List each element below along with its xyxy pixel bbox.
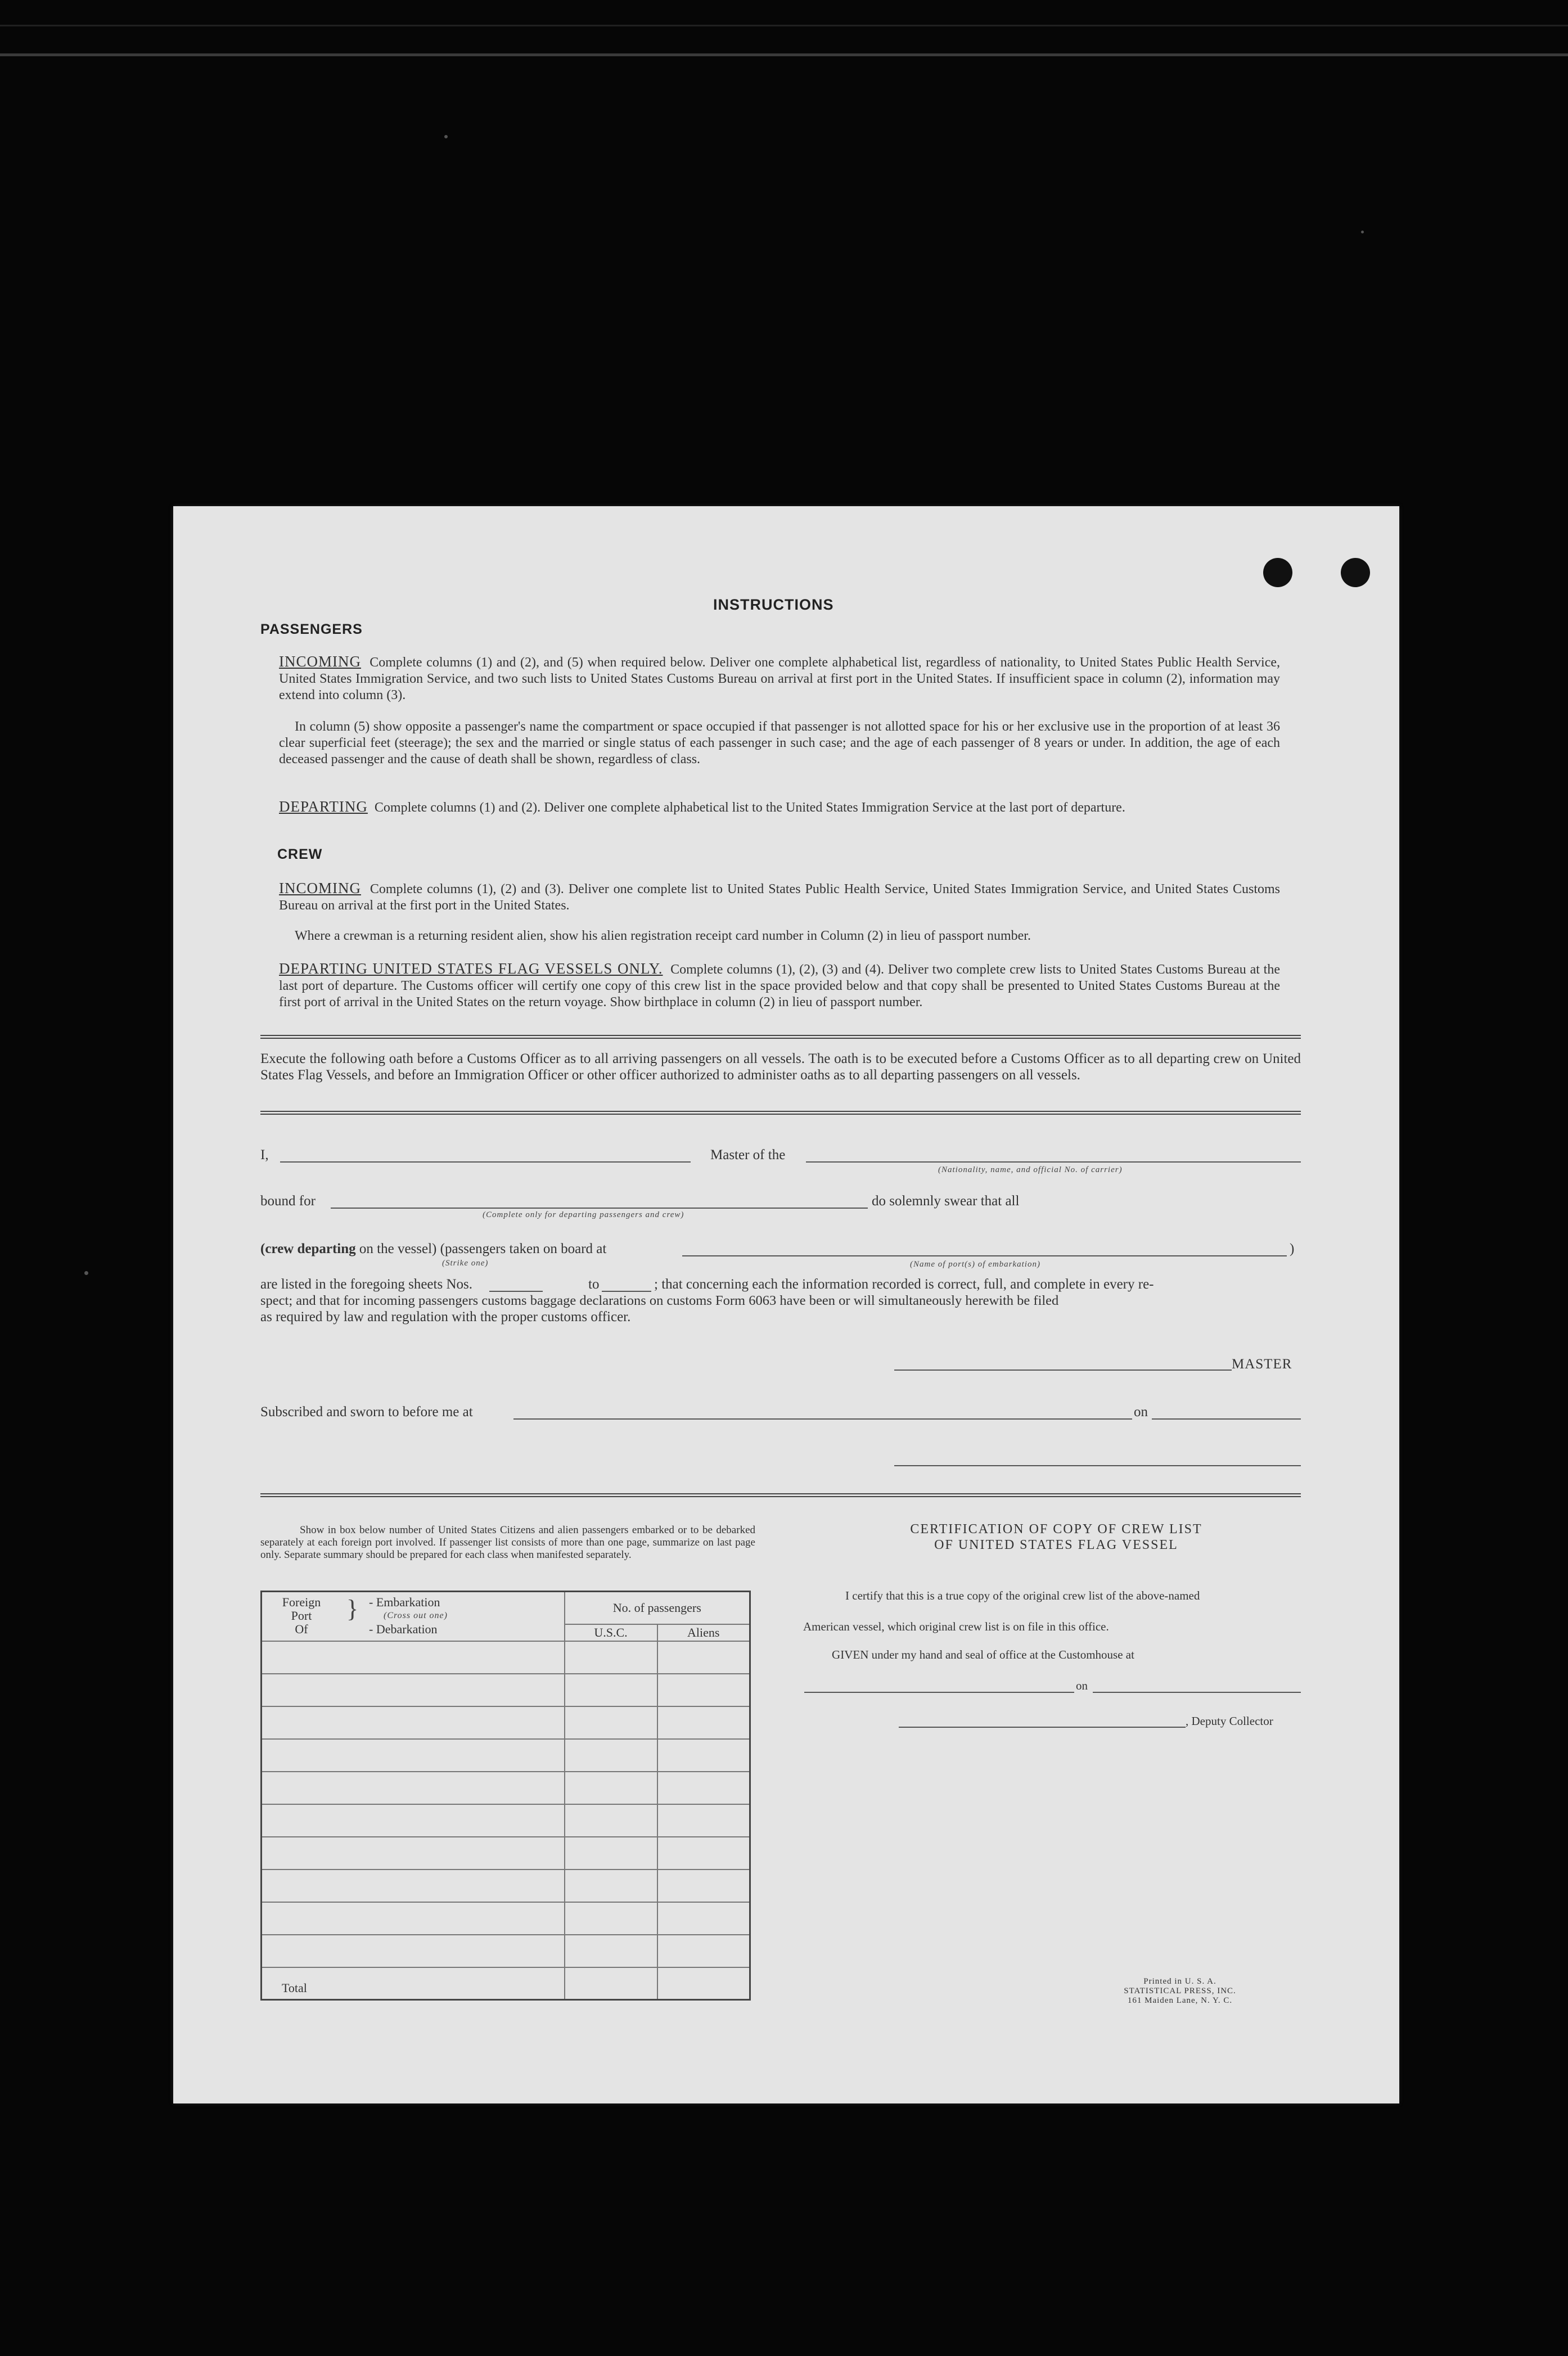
usc-cell[interactable]	[565, 1706, 657, 1739]
crew-departing-text: Complete columns (1), (2), (3) and (4). Deliver two complete crew lists to United States Customs Bureau at the last port of departure. The Customs officer will certify one copy of this crew list in the space provided below and that copy shall be presented to United States Customs Bureau at the first port of arrival in the United States on the return voyage. Show birthplace in column (2) in lieu of passport number.	[279, 962, 1281, 1010]
crew-passengers-choice	[260, 1241, 606, 1257]
carrier-caption: (Nationality, name, and official No. of carrier)	[938, 1165, 1123, 1174]
on-the-vessel-label: on the vessel)	[359, 1241, 437, 1256]
printer-line-3: 161 Maiden Lane, N. Y. C.	[1127, 1996, 1233, 2005]
summary-instructions: Show in box below number of United States Citizens and alien passengers embarked or to be debarked separately at each foreign port involved. If passenger list consists of more than one page, summarize on last page only. Separate summary should be prepared for each class when manifested separately.	[260, 1524, 755, 1561]
table-row	[262, 1772, 750, 1804]
aliens-cell[interactable]	[657, 1706, 750, 1739]
given-text: GIVEN under my hand and seal of office at the Customhouse at	[832, 1648, 1134, 1661]
subscribed-date-line[interactable]	[1152, 1418, 1301, 1420]
table-row	[262, 1739, 750, 1772]
passengers-departing-paragraph	[279, 799, 1280, 816]
aliens-cell[interactable]	[657, 1837, 750, 1870]
close-paren: )	[1290, 1241, 1295, 1256]
document-page	[173, 506, 1399, 2103]
aliens-header: Aliens	[657, 1624, 750, 1641]
usc-cell[interactable]	[565, 1870, 657, 1902]
sheet-from-line[interactable]	[489, 1291, 543, 1292]
passengers-incoming-paragraph	[279, 654, 1280, 704]
passengers-incoming-text: Complete columns (1) and (2), and (5) when required below. Deliver one complete alphabetical list, regardless of nationality, to United States Public Health Service, United States Immigration Service, and two such lists to United States Customs Bureau on arrival at first port in the United States. If insufficient space in column (2), information may extend into column (3).	[279, 655, 1281, 702]
officer-signature-line[interactable]	[894, 1465, 1301, 1466]
crew-incoming-text: Complete columns (1), (2) and (3). Deliver one complete list to United States Public Health Service, United States Immigration Service, and United States Customs Bureau on arrival at the first port in the United States.	[279, 882, 1280, 913]
strike-one-caption: (Strike one)	[442, 1259, 489, 1268]
crew-departing-paragraph	[279, 961, 1280, 1011]
crew-incoming-paragraph	[279, 880, 1280, 914]
aliens-cell[interactable]	[657, 1902, 750, 1935]
crewman-paragraph: Where a crewman is a returning resident alien, show his alien registration receipt card number in Column (2) in lieu of passport number.	[295, 929, 1031, 943]
crew-heading: CREW	[277, 846, 323, 862]
embarkation-label: - Embarkation	[369, 1595, 440, 1609]
aliens-cell[interactable]	[657, 1772, 750, 1804]
carrier-line[interactable]	[806, 1161, 1301, 1163]
table-row	[262, 1870, 750, 1902]
aliens-cell[interactable]	[657, 1804, 750, 1837]
table-row	[262, 1706, 750, 1739]
crew-departing-label: (crew departing	[260, 1241, 356, 1256]
usc-cell[interactable]	[565, 1641, 657, 1674]
printer-imprint	[1096, 1977, 1264, 2006]
deputy-collector-line[interactable]	[899, 1727, 1186, 1728]
debarkation-label: - Debarkation	[369, 1622, 438, 1636]
subscribed-place-line[interactable]	[513, 1418, 1132, 1420]
departing-lead: DEPARTING	[279, 798, 368, 815]
port-cell[interactable]	[262, 1935, 565, 1967]
column5-paragraph: In column (5) show opposite a passenger's name the compartment or space occupied if that passenger is not allotted space for his or her exclusive use in the proportion of at least 36 clear superficial feet (steerage); the sex and the married or single status of each passenger in such case; and the age of each passenger of 8 years or under. In addition, the age of each deceased passenger and the cause of death shall be shown, regardless of class.	[279, 719, 1280, 767]
certification-title-line-1: CERTIFICATION OF COPY OF CREW LIST	[910, 1522, 1202, 1537]
on-label: on	[1134, 1404, 1148, 1420]
printer-line-1: Printed in U. S. A.	[1143, 1977, 1216, 1986]
double-rule	[260, 1035, 1301, 1039]
table-row	[262, 1837, 750, 1870]
table-row	[262, 1902, 750, 1935]
port-cell[interactable]	[262, 1641, 565, 1674]
ports-caption: (Name of port(s) of embarkation)	[910, 1260, 1040, 1269]
port-cell[interactable]	[262, 1739, 565, 1772]
double-rule	[260, 1493, 1301, 1497]
passengers-departing-text: Complete columns (1) and (2). Deliver one complete alphabetical list to the United States Immigration Service at the last port of departure.	[374, 800, 1125, 815]
execute-oath-paragraph: Execute the following oath before a Customs Officer as to all arriving passengers on all vessels. The oath is to be executed before a Customs Officer as to all departing crew on United States Flag Vessels, and before an Immigration Officer or other officer authorized to administer oaths as to all departing passengers on all vessels.	[260, 1051, 1301, 1083]
table-row	[262, 1935, 750, 1967]
foreign-label: Foreign	[282, 1595, 321, 1609]
port-cell[interactable]	[262, 1837, 565, 1870]
port-cell[interactable]	[262, 1706, 565, 1739]
ports-of-embarkation-line[interactable]	[682, 1255, 1287, 1256]
aliens-cell[interactable]	[657, 1870, 750, 1902]
usc-cell[interactable]	[565, 1935, 657, 1967]
passengers-taken-label: (passengers taken on board at	[440, 1241, 607, 1256]
punch-hole	[1263, 558, 1292, 587]
passenger-summary-table	[260, 1591, 751, 2001]
certification-title-line-2: OF UNITED STATES FLAG VESSEL	[934, 1538, 1178, 1552]
master-of-the-label: Master of the	[710, 1147, 786, 1163]
film-speck	[84, 1271, 88, 1275]
certify-text-1: I certify that this is a true copy of the original crew list of the above-named	[845, 1589, 1200, 1602]
port-cell[interactable]	[262, 1674, 565, 1706]
instructions-title: INSTRUCTIONS	[713, 596, 834, 613]
total-label: Total	[262, 1967, 565, 2000]
certification-title	[803, 1521, 1309, 1553]
table-row	[262, 1674, 750, 1706]
i-label: I,	[260, 1147, 269, 1163]
foreign-port-header	[262, 1592, 565, 1641]
aliens-cell[interactable]	[657, 1739, 750, 1772]
solemnly-label: do solemnly swear that all	[872, 1193, 1020, 1209]
cross-out-caption: (Cross out one)	[384, 1611, 448, 1620]
cert-date-line[interactable]	[1093, 1692, 1301, 1693]
port-cell[interactable]	[262, 1804, 565, 1837]
aliens-cell[interactable]	[657, 1641, 750, 1674]
departing-caption: (Complete only for departing passengers and crew)	[483, 1210, 684, 1219]
usc-header: U.S.C.	[565, 1624, 657, 1641]
aliens-cell[interactable]	[657, 1674, 750, 1706]
aliens-total-cell[interactable]	[657, 1967, 750, 2000]
of-label: Of	[295, 1622, 308, 1636]
usc-cell[interactable]	[565, 1772, 657, 1804]
master-label: MASTER	[1232, 1357, 1292, 1372]
sheets-nos-label: are listed in the foregoing sheets Nos.	[260, 1277, 472, 1292]
film-speck	[1361, 231, 1364, 233]
film-edge-line-upper	[0, 25, 1568, 26]
no-of-passengers-header: No. of passengers	[565, 1592, 750, 1624]
port-label: Port	[291, 1609, 312, 1623]
cert-on-label: on	[1076, 1679, 1088, 1692]
usc-total-cell[interactable]	[565, 1967, 657, 2000]
listed-text-3: as required by law and regulation with the proper customs officer.	[260, 1309, 631, 1325]
aliens-cell[interactable]	[657, 1935, 750, 1967]
listed-text-1: ; that concerning each the information recorded is correct, full, and complete in every re-	[654, 1277, 1154, 1292]
port-cell[interactable]	[262, 1772, 565, 1804]
usc-cell[interactable]	[565, 1674, 657, 1706]
usc-cell[interactable]	[565, 1804, 657, 1837]
film-speck	[444, 135, 448, 138]
port-cell[interactable]	[262, 1902, 565, 1935]
table-row	[262, 1641, 750, 1674]
incoming-lead: INCOMING	[279, 653, 361, 670]
customhouse-line[interactable]	[804, 1692, 1074, 1693]
bound-for-label: bound for	[260, 1193, 316, 1209]
certify-text-2: American vessel, which original crew list is on file in this office.	[803, 1620, 1109, 1633]
master-signature-line[interactable]	[894, 1370, 1232, 1371]
usc-cell[interactable]	[565, 1739, 657, 1772]
film-edge-line	[0, 53, 1568, 56]
bound-for-line[interactable]	[331, 1208, 868, 1209]
crew-departing-lead: DEPARTING UNITED STATES FLAG VESSELS ONLY.	[279, 960, 663, 977]
sheet-to-line[interactable]	[602, 1291, 651, 1292]
double-rule	[260, 1111, 1301, 1115]
listed-text-2: spect; and that for incoming passengers customs baggage declarations on customs Form 6063 have been or will simultaneously herewith be filed	[260, 1293, 1059, 1308]
total-row	[262, 1967, 750, 2000]
usc-cell[interactable]	[565, 1837, 657, 1870]
printer-line-2: STATISTICAL PRESS, INC.	[1124, 1986, 1236, 1995]
port-cell[interactable]	[262, 1870, 565, 1902]
deputy-collector-label: , Deputy Collector	[1186, 1714, 1273, 1728]
usc-cell[interactable]	[565, 1902, 657, 1935]
brace-icon: }	[346, 1595, 359, 1623]
master-name-line[interactable]	[280, 1161, 691, 1163]
punch-hole	[1341, 558, 1370, 587]
crew-incoming-lead: INCOMING	[279, 880, 361, 897]
subscribed-label: Subscribed and sworn to before me at	[260, 1404, 473, 1420]
to-label: to	[588, 1277, 600, 1292]
passengers-heading: PASSENGERS	[260, 621, 363, 637]
table-row	[262, 1804, 750, 1837]
